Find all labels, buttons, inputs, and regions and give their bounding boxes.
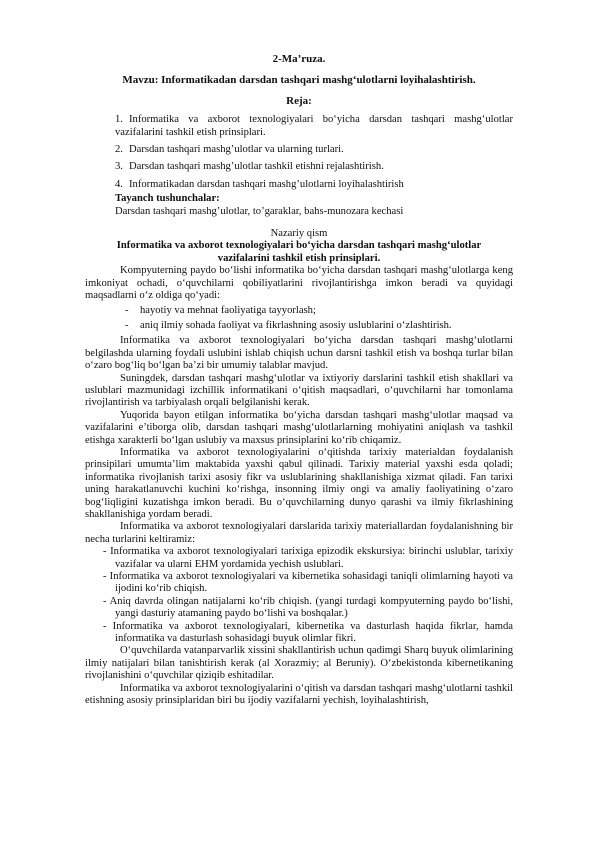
history-item: - Informatika va axborot texnologiyalari va kibernetika sohasidagi taniqli olimlarning hayoti va ijodini ko‘rib chiqish. bbox=[103, 571, 513, 595]
paragraph: Suningdek, darsdan tashqari mashg‘ulotlar va ixtiyoriy darslarini tashkil etish shakllari va uslublari mazmunidagi izchillik informatikani o‘qitish maqsadlari, o‘quvchilarni har tomonlama rivojlantirish va tarbiyalash orqali belgilanishi kerak. bbox=[85, 372, 513, 409]
history-item: - Informatika va axborot texnologiyalari, kibernetika va dasturlash haqida fikrlar, hamda informatika va dasturlash sohasidagi buyuk olimlar fikri. bbox=[103, 620, 513, 645]
plan-item: 2. Darsdan tashqari mashg’ulotlar va ularning turlari. bbox=[115, 144, 344, 156]
paragraph: Informatika va axborot texnologiyalari darslarida tarixiy materiallardan foydalanishning bir necha turlarini keltiramiz: bbox=[85, 521, 513, 545]
history-list bbox=[85, 546, 513, 645]
paragraph: O‘quvchilarda vatanparvarlik xissini shakllantirish uchun qadimgi Sharq buyuk olimlarining ilmiy natijalari bilan tanishtirish kerak (al Xorazmiy; al Beruniy). O‘zbekistonda kibernetikaning rivojlanishini o‘quvchilar qiziqib eshitadilar. bbox=[85, 645, 513, 682]
plan-item: 1. Informatika va axborot texnologiyalari bo‘yicha darsdan tashqari mashg‘ulotlar vazifalarini tashkil etish prinsiplari. bbox=[115, 114, 513, 138]
lecture-content bbox=[85, 53, 513, 708]
paragraph: Informatika va axborot texnologiyalarini o‘qitish va darsdan tashqari mashg‘ulotlarni tashkil etishning asosiy prinsiplaridan biri bu ijodiy vazifalarni yechish, loyihalashtirish, bbox=[85, 682, 513, 707]
history-item: - Aniq davrda olingan natijalarni ko‘rib chiqish. (yangi turdagi kompyuterning paydo bo‘lishi, yangi dasturiy atamaning paydo bo‘lishi va boshqalar.) bbox=[103, 595, 513, 620]
goals-list bbox=[85, 305, 513, 333]
section-title: Informatika va axborot texnologiyalari bo‘yicha darsdan tashqari mashg‘ulotlar vazifalarini tashkil etish prinsiplari. bbox=[116, 240, 482, 264]
goal-item: - hayotiy va mehnat faoliyatiga tayyorlash; bbox=[125, 304, 316, 316]
history-item: - Informatika va axborot texnologiyalari tarixiga epizodik ekskursiya: birinchi uslublar, tarixiy vazifalar va ularni EHM yordamida yechish uslublari. bbox=[103, 546, 513, 570]
concepts-heading: Tayanch tushunchalar: bbox=[115, 193, 220, 205]
plan-item: 3. Darsdan tashqari mashg’ulotlar tashkil etishni rejalashtirish. bbox=[115, 161, 384, 173]
paragraph: Informatika va axborot texnologiyalarini o‘qitishda tarixiy materialdan foydalanish prinsipilari umumta’lim maktabida yaxshi qabul qilinadi. Tarixiy material yaxshi esda qoladi; informatika rivojlanish tarixi asosiy fikr va uslublarining shakllanishiga xizmat qiladi. Fan tarixi uning harakatlanuvchi kuchini ko‘rishga, insonning ilmiy ongi va amaliy faoliyatining o‘zaro bog‘liqligini kuzatishga imkon beradi. Bu o‘quvchilarning dunyo qarashi va ilmiy fikrlashining shakllanishiga yordam beradi. bbox=[85, 446, 513, 520]
theory-heading: Nazariy qism bbox=[270, 228, 328, 240]
lecture-topic: Mavzu: Informatikadan darsdan tashqari mashg‘ulotlarni loyihalashtirish. bbox=[122, 74, 476, 87]
lecture-number: 2-Ma’ruza. bbox=[272, 53, 326, 65]
paragraph: Yuqorida bayon etilgan informatika bo‘yicha darsdan tashqari mashg‘ulotlar maqsad va vazifalarini e’tiborga olib, darsdan tashqari mashg‘ulotlarlarning mohiyatini aniqlash va tashkil etishga xarakterli bo‘lgan uslubiy va maxsus prinsiplarini ko‘rib chiqamiz. bbox=[85, 409, 513, 446]
concepts-text: Darsdan tashqari mashg’ulotlar, to’garaklar, bahs-munozara kechasi bbox=[115, 205, 404, 217]
plan-heading: Reja: bbox=[286, 94, 312, 107]
plan-item: 4. Informatikadan darsdan tashqari mashg’ulotlarni loyihalashtirish bbox=[115, 178, 404, 190]
paragraph: Kompyuterning paydo bo‘lishi informatika bo‘yicha darsdan tashqari mashg‘ulotlarga keng imkoniyat ochadi, o‘quvchilarni qobiliyatlarini rivojlantirishga imkon beradi va quyidagi maqsadlarni o‘z oldiga qo‘yadi: bbox=[85, 265, 513, 302]
plan-list bbox=[85, 114, 513, 191]
paragraph: Informatika va axborot texnologiyalari bo‘yicha darsdan tashqari mashg‘ulotlarni belgilashda ularning foydali uslubini ishlab chiqish uchun darsni tashkil etish va boshqa turlar bilan o‘zaro bog‘liq bo‘lgan ba’zi bir umumiy talablar mavjud. bbox=[85, 335, 513, 372]
goal-item: - aniq ilmiy sohada faoliyat va fikrlashning asosiy uslublarini o‘zlashtirish. bbox=[125, 319, 452, 331]
